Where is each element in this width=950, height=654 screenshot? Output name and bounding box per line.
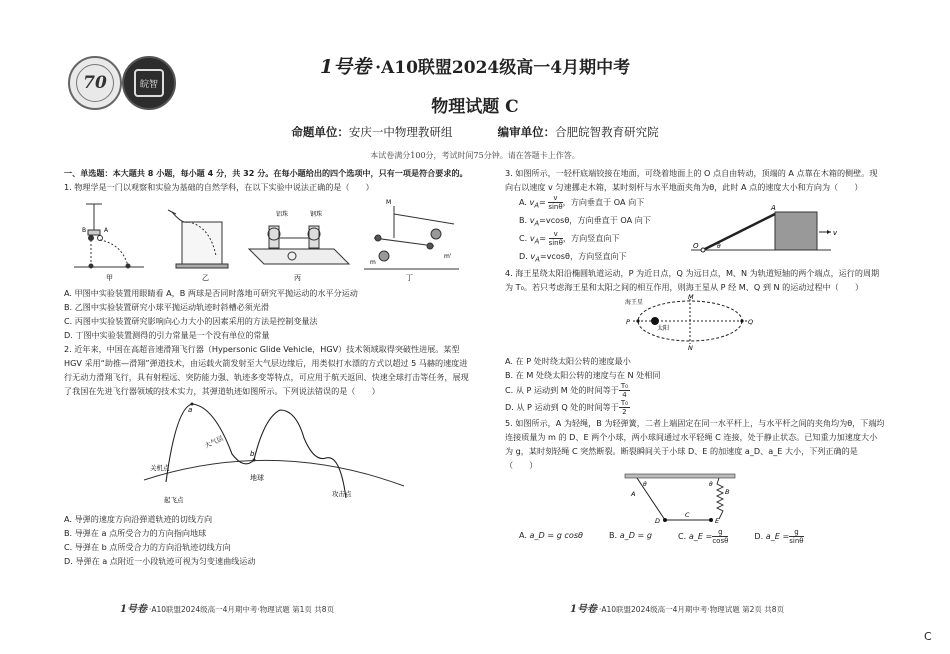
label-sun: 太阳 — [657, 325, 670, 332]
q3-block — [505, 194, 885, 266]
label-theta: θ — [717, 243, 721, 250]
label-bing: 丙 — [294, 274, 301, 282]
label-target: 攻击点 — [332, 490, 352, 498]
label-m: M — [386, 199, 392, 206]
q2-option-b: B. 导弹在 a 点所受合力的方向指向地球 — [64, 528, 207, 538]
q3-option-b: B. $v_A=vcos\theta$，方向垂直于 OA 向下 — [519, 214, 651, 228]
q3-option-c: C. $v_A=$ $\frac{v}{\sin\theta}$ ，方向竖直向下 — [519, 230, 620, 248]
label-ding: 丁 — [406, 274, 413, 282]
right-column — [505, 166, 885, 545]
q2-option-c: C. 导弹在 b 点所受合力的方向沿轨迹切线方向 — [64, 542, 231, 552]
q1-option-d: D. 丁图中实验装置测得的引力常量是一个没有单位的常量 — [64, 330, 270, 340]
label-v: v — [833, 229, 838, 237]
label-aluminum-ball: 铝珠 — [276, 211, 289, 218]
label-q: Q — [748, 318, 754, 326]
label-a: A — [771, 204, 776, 212]
q4-option-c: C. 从 P 运动到 M 处的时间等于 $\frac{\text{T₀}}{4}$ — [505, 382, 628, 399]
label-earth: 地球 — [250, 474, 264, 482]
left-column — [64, 166, 470, 568]
q3-options — [519, 194, 699, 266]
q3-option-a: A. $v_A=$ $\frac{v}{\sin\theta}$ ，方向垂直于 OA 向下 — [519, 194, 645, 211]
q2-stem: 2. 近年来，中国在高超音速滑翔飞行器（Hypersonic Glide Vehicle，HGV）技术领域取得突破性进展。某型 HGV 采用“助推—滑翔”弹道技术，由运载火箭发射至大气层边缘后，用类似打水漂的方式以超过 5 马赫的速度进行无动力滑翔飞行，具有射程远、突防能力强、轨迹多变等特点，可应用于航天返回、快速全球打击等任务，展现了我国在先进飞行器领域的技术实力，其弹道轨迹如图所示。下列说法错误的是（ ） — [64, 344, 469, 396]
q2-trajectory-figure — [64, 398, 464, 508]
q5-figure — [505, 472, 885, 524]
label-jia: 甲 — [106, 274, 113, 282]
q3-option-d: D. $v_A=vcos\theta$，方向竖直向下 — [519, 250, 627, 264]
section-heading: 一、单选题：本大题共 8 小题，每小题 4 分，共 32 分。在每小题给出的四个选项中，只有一项是符合要求的。 — [64, 168, 468, 178]
q3-figure — [691, 198, 841, 258]
rod — [703, 214, 775, 250]
q1-option-c: C. 丙图中实验装置研究影响向心力大小的因素采用的方法是控制变量法 — [64, 316, 318, 326]
label-theta-1: θ — [643, 481, 647, 488]
horizontal-bar — [625, 474, 735, 478]
label-n: N — [688, 344, 693, 350]
footer-right: 1号卷 ·A10联盟2024级高一4月期中考·物理试题 第2页 共8页 — [570, 604, 785, 615]
exam-note: 本试卷满分100分，考试时间75分钟。请在答题卡上作答。 — [370, 151, 580, 160]
label-e: E — [715, 517, 720, 524]
spring-b — [717, 478, 723, 519]
q5-option-c: C. a_E = $\frac{g}{\cos\theta}$ — [678, 528, 729, 545]
logo-text: 皖智 — [134, 69, 164, 97]
label-neptune: 海王星 — [625, 299, 644, 306]
q1-stem: 1. 物理学是一门以观察和实验为基础的自然学科，在以下实验中说法正确的是（ ） — [64, 182, 374, 192]
label-a: A — [631, 490, 636, 498]
earth-surface — [144, 460, 404, 486]
q1-option-b: B. 乙图中实验装置研究小球平抛运动轨迹时斜槽必须光滑 — [64, 302, 269, 312]
label-theta-2: θ — [709, 481, 713, 488]
label-m-prime: m' — [444, 253, 452, 260]
sun — [651, 317, 659, 325]
q5-option-d: D. a_E = $\frac{g}{\sin\theta}$ — [754, 528, 804, 545]
seal-number: 70 — [76, 64, 114, 102]
q2-option-a: A. 导弹的速度方向沿弹道轨迹的切线方向 — [64, 514, 213, 524]
paper-subtitle: 物理试题 C — [431, 97, 519, 117]
label-point-b: b — [250, 450, 255, 458]
fig-yi — [168, 210, 228, 268]
label-point-a: a — [188, 406, 193, 414]
q4-option-b: B. 在 M 处绕太阳公转的速度与在 N 处相同 — [505, 370, 661, 380]
q2-option-d: D. 导弹在 a 点附近一小段轨迹可视为匀变速曲线运动 — [64, 556, 256, 566]
exam-name: A10联盟2024级高一4月期中考 — [381, 58, 631, 78]
q1-figures — [64, 194, 464, 282]
footer-left: 1号卷 ·A10联盟2024级高一4月期中考·物理试题 第1页 共8页 — [120, 604, 335, 615]
label-d: D — [655, 517, 661, 524]
q5-option-a: A. a_D = g cosθ — [519, 530, 583, 540]
fig-label-a: A — [104, 227, 109, 234]
q4-option-d: D. 从 P 运动到 Q 处的时间等于 $\frac{\text{T₀}}{2}$ — [505, 399, 628, 416]
label-b: B — [725, 488, 730, 496]
label-m: M — [688, 294, 694, 301]
q4-stem: 4. 海王星绕太阳沿椭圆轨道运动，P 为近日点，Q 为远日点，M、N 为轨道短轴的两个端点，运行的周期为 T₀。若只考虑海王星和太阳之间的相互作用，则海王星从 P 经 M、Q 到 N 的运动过程中（ ） — [505, 268, 880, 292]
q5-options — [519, 528, 885, 545]
q1-option-a: A. 甲图中实验装置用眼睛看 A，B 两球是否同时落地可研究平抛运动的水平分运动 — [64, 288, 358, 298]
brand-mark: 1号卷 — [319, 56, 372, 78]
exam-title: 1号卷 ·A10联盟2024级高一4月期中考 — [319, 56, 631, 78]
rope-a — [637, 478, 665, 520]
fig-label-b: B — [82, 227, 87, 234]
corner-mark: C — [924, 630, 932, 643]
label-cutoff: 关机点 — [150, 464, 170, 472]
q5-option-b: B. a_D = g — [609, 530, 653, 540]
label-steel-ball: 钢珠 — [310, 211, 323, 218]
wooden-box — [775, 212, 817, 250]
q4-option-a: A. 在 P 处时绕太阳公转的速度最小 — [505, 356, 631, 366]
unit-line: 命题单位：安庆一中物理教研组 编审单位：合肥皖智教育研究院 — [291, 125, 659, 139]
label-p: P — [626, 318, 630, 326]
q5-stem: 5. 如图所示，A 为轻绳，B 为轻弹簧，二者上端固定在同一水平杆上，与水平杆之间的夹角均为θ，下端均连接质量为 m 的 D、E 两个小球，两小球间通过水平轻绳 C 连接，处于静止状态。已知重力加速度大小为 g，某时刻轻绳 C 突然断裂。断裂瞬间关于小球 D、E 的加速度 a_D、a_E 大小，下列正确的是（ ） — [505, 418, 885, 470]
label-c: C — [685, 511, 690, 519]
label-m-small: m — [370, 259, 376, 266]
label-atmosphere: 大气层 — [203, 434, 225, 450]
fig-bing — [249, 226, 349, 264]
label-launch: 起飞点 — [164, 496, 184, 504]
trajectory-path — [166, 404, 346, 498]
q3-stem: 3. 如图所示，一轻杆底端铰接在地面，可绕着地面上的 O 点自由转动，顶端的 A 点靠在木箱的侧壁。现向右以速度 v 匀速挪走木箱，某时刻杆与水平地面夹角为θ，此时 A 点的速度大小和方向为（ ） — [505, 168, 878, 192]
q4-orbit-figure — [505, 294, 885, 350]
label-yi: 乙 — [202, 274, 209, 282]
fig-jia — [74, 204, 144, 268]
label-o: O — [693, 242, 699, 250]
